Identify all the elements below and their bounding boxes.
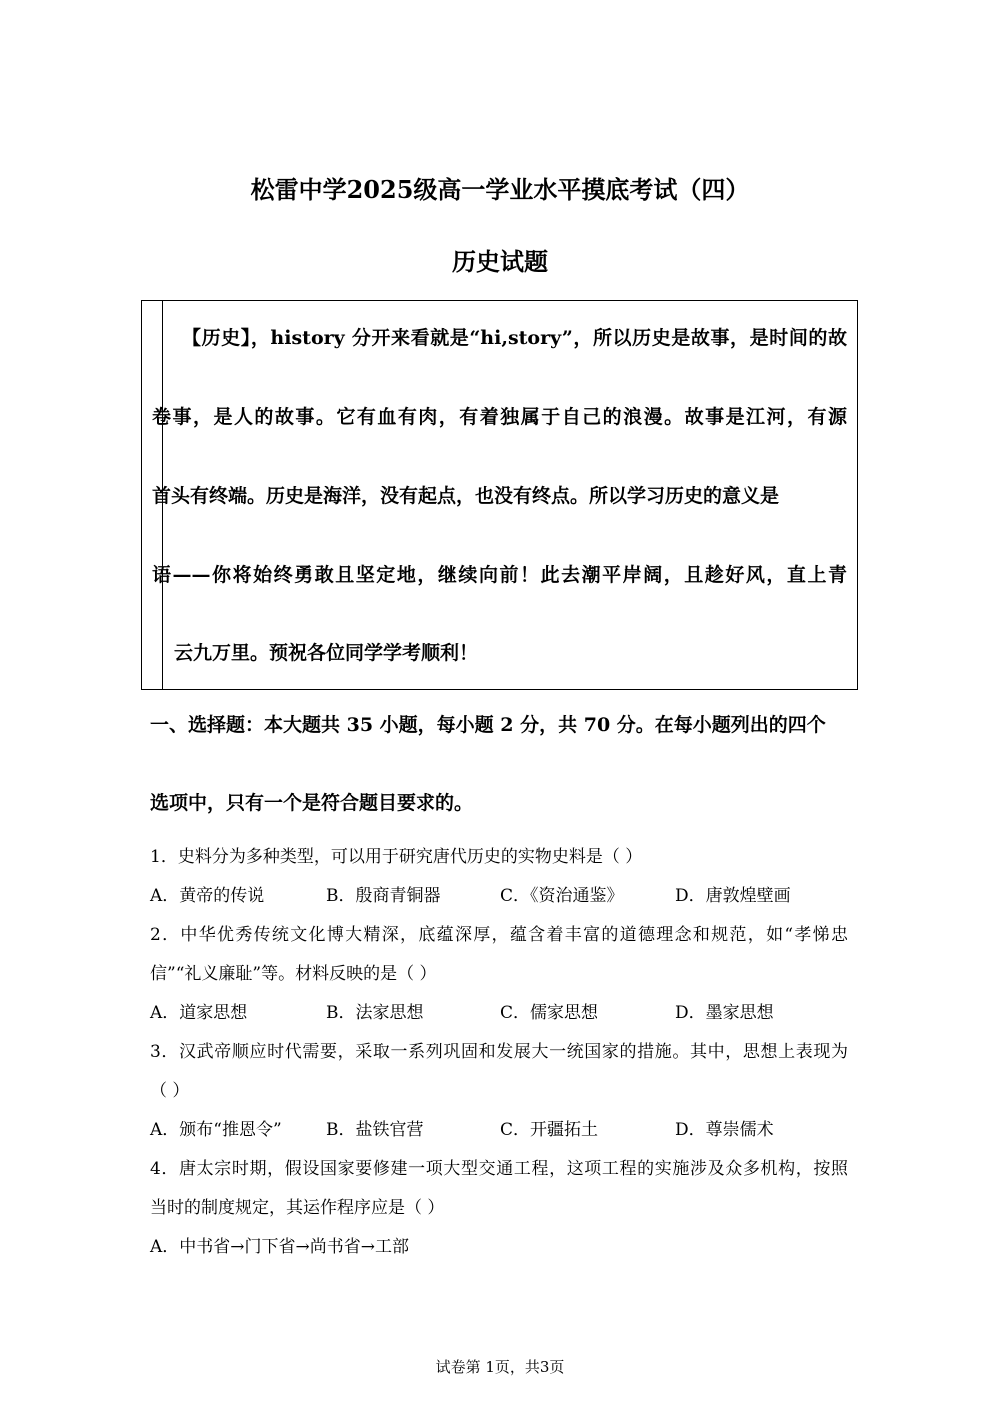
intro-line: 【历史】，history 分开来看就是“hi,story”，所以历史是故事，是时间的故 [182,327,847,349]
question-1-option-a: A．黄帝的传说 [150,886,265,906]
intro-line: 云九万里。预祝各位同学学考顺利！ [174,642,479,664]
question-1-option-d: D．唐敦煌壁画 [675,886,791,906]
question-4-stem: 4．唐太宗时期，假设国家要修建一项大型交通工程，这项工程的实施涉及众多机构，按照 [150,1159,848,1179]
exam-title: 松雷中学2025级高一学业水平摸底考试（四） [250,175,750,204]
exam-subtitle: 历史试题 [452,247,548,276]
question-3-stem: 3．汉武帝顺应时代需要，采取一系列巩固和发展大一统国家的措施。其中，思想上表现为 [150,1042,848,1062]
question-3-option-b: B．盐铁官营 [326,1120,424,1140]
intro-line: 首头有终端。历史是海洋，没有起点，也没有终点。所以学习历史的意义是 [152,485,780,507]
intro-line: 语——你将始终勇敢且坚定地，继续向前！此去潮平岸阔，且趁好风，直上青 [152,564,847,586]
question-2-option-a: A．道家思想 [150,1003,248,1023]
question-2-stem: 2．中华优秀传统文化博大精深，底蕴深厚，蕴含着丰富的道德理念和规范，如“孝悌忠 [150,925,848,945]
question-2-option-c: C．儒家思想 [500,1003,599,1023]
question-1-option-c: C．《资治通鉴》 [500,886,624,906]
question-3-option-c: C．开疆拓土 [500,1120,599,1140]
question-3-option-d: D．尊崇儒术 [675,1120,774,1140]
page-number: 试卷第 1页，共3页 [435,1358,565,1376]
question-1-option-b: B．殷商青铜器 [326,886,441,906]
question-2-option-b: B．法家思想 [326,1003,424,1023]
intro-line: 卷事，是人的故事。它有血有肉，有着独属于自己的浪漫。故事是江河，有源 [152,406,847,428]
question-3-stem-cont: （ ） [150,1081,190,1101]
question-1-stem: 1．史料分为多种类型，可以用于研究唐代历史的实物史料是（ ） [150,847,643,867]
section-heading: 一、选择题：本大题共 35 小题，每小题 2 分，共 70 分。在每小题列出的四个 [150,714,826,736]
intro-box [141,300,858,690]
question-2-stem-cont: 信”“礼义廉耻”等。材料反映的是（ ） [150,964,437,984]
question-4-option-a: A．中书省→门下省→尚书省→工部 [150,1237,410,1257]
question-2-option-d: D．墨家思想 [675,1003,774,1023]
question-4-stem-cont: 当时的制度规定，其运作程序应是（ ） [150,1198,445,1218]
section-heading-cont: 选项中，只有一个是符合题目要求的。 [150,792,474,814]
question-3-option-a: A．颁布“推恩令” [150,1120,282,1140]
